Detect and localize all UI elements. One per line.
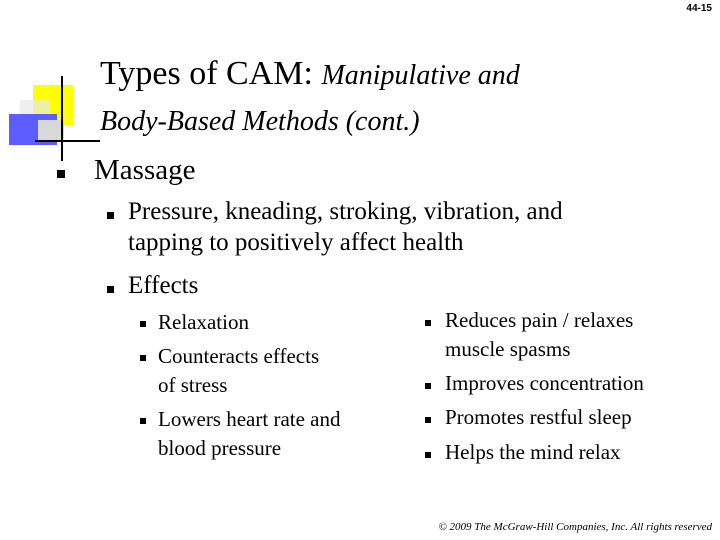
bullet-massage: Massage (94, 154, 196, 186)
bullet-icon (107, 286, 114, 293)
bullet-definition-line1: Pressure, kneading, stroking, vibration, and (128, 198, 563, 225)
bullet-icon (425, 452, 431, 458)
effect-pain-line1: Reduces pain / relaxes (445, 308, 634, 332)
effect-sleep: Promotes restful sleep (445, 405, 632, 429)
effect-mind-relax: Helps the mind relax (445, 440, 621, 464)
bullet-icon (425, 320, 431, 326)
effect-concentration: Improves concentration (445, 371, 644, 395)
effect-pain-line2: muscle spasms (445, 337, 571, 361)
bullet-icon (107, 212, 114, 219)
title-main: Types of CAM: (100, 55, 313, 92)
title-italic-line2: Body-Based Methods (cont.) (100, 106, 420, 137)
bullet-effects: Effects (128, 272, 199, 299)
bullet-icon (425, 417, 431, 423)
bullet-icon (140, 321, 146, 327)
bullet-definition-line2: tapping to positively affect health (128, 229, 464, 256)
title-italic-line1: Manipulative and (321, 60, 520, 91)
slide-number: 44-15 (686, 3, 712, 14)
effect-counteracts-line1: Counteracts effects (158, 344, 320, 368)
title-ornament (0, 0, 100, 170)
bullet-icon (425, 383, 431, 389)
copyright-footer: © 2009 The McGraw-Hill Companies, Inc. All rights reserved (438, 521, 712, 533)
slide-title (100, 52, 700, 144)
effect-heart-rate-line1: Lowers heart rate and (158, 407, 341, 431)
bullet-icon (140, 355, 146, 361)
bullet-icon (140, 418, 146, 424)
ornament-horizontal-line (35, 140, 100, 142)
effect-relaxation: Relaxation (158, 310, 249, 334)
effect-counteracts-line2: of stress (158, 373, 228, 397)
ornament-vertical-line (61, 76, 63, 161)
effect-heart-rate-line2: blood pressure (158, 436, 282, 460)
bullet-icon (57, 170, 65, 178)
